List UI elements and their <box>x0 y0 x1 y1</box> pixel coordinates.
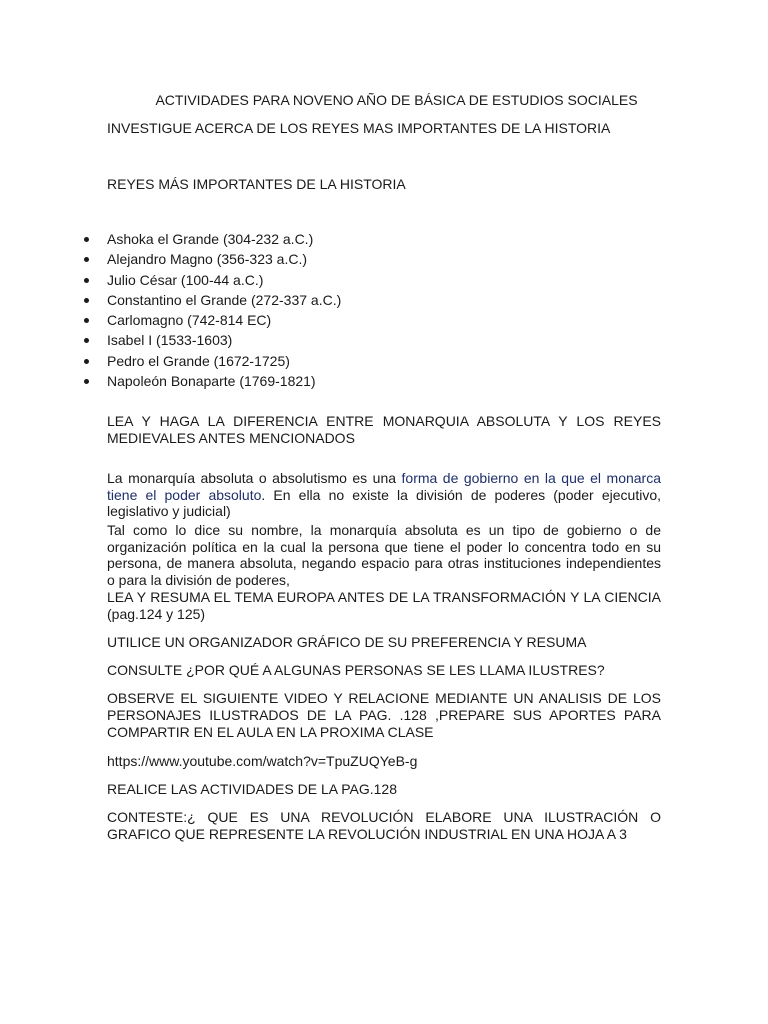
instruction-investigate-kings: INVESTIGUE ACERCA DE LOS REYES MAS IMPORTANTES DE LA HISTORIA <box>107 120 611 136</box>
section-heading-kings: REYES MÁS IMPORTANTES DE LA HISTORIA <box>107 176 406 192</box>
bullet-icon <box>84 338 89 343</box>
list-item <box>80 272 341 292</box>
list-item <box>80 292 341 312</box>
paragraph-highlight: forma de gobierno en la que el monarca tiene el poder absoluto <box>107 470 661 503</box>
king-label: Alejandro Magno (356-323 a.C.) <box>107 251 308 268</box>
king-label: Julio César (100-44 a.C.) <box>107 271 264 288</box>
instruction-graphic-organizer: UTILICE UN ORGANIZADOR GRÁFICO DE SU PREFERENCIA Y RESUMA <box>107 634 587 650</box>
list-item <box>80 312 341 332</box>
paragraph-absolute-monarchy-definition: Tal como lo dice su nombre, la monarquía absoluta es un tipo de gobierno o de organización política en la cual la persona que tiene el poder lo concentra todo en su persona, de manera absoluta, negando espacio para otras instituciones independientes o para la división de poderes, <box>107 522 661 588</box>
paragraph-text-start: La monarquía absoluta o absolutismo es una <box>107 470 402 486</box>
king-label: Isabel I (1533-1603) <box>107 332 233 349</box>
bullet-icon <box>84 318 89 323</box>
instruction-watch-video: OBSERVE EL SIGUIENTE VIDEO Y RELACIONE MEDIANTE UN ANALISIS DE LOS PERSONAJES ILUSTRADOS DE LA PAG. .128 ,PREPARE SUS APORTES PARA COMPARTIR EN EL AULA EN LA PROXIMA CLASE <box>107 690 661 740</box>
king-label: Carlomagno (742-814 EC) <box>107 312 272 329</box>
instruction-read-summarize-europe: LEA Y RESUMA EL TEMA EUROPA ANTES DE LA TRANSFORMACIÓN Y LA CIENCIA (pag.124 y 125) <box>107 589 661 622</box>
instruction-industrial-revolution: CONTESTE:¿ QUE ES UNA REVOLUCIÓN ELABORE UNA ILUSTRACIÓN O GRAFICO QUE REPRESENTE LA REVOLUCIÓN INDUSTRIAL EN UNA HOJA A 3 <box>107 809 661 842</box>
bullet-icon <box>84 379 89 384</box>
king-label: Napoleón Bonaparte (1769-1821) <box>107 373 316 390</box>
video-url-link[interactable]: https://www.youtube.com/watch?v=TpuZUQYeB-g <box>107 753 418 769</box>
bullet-icon <box>84 237 89 242</box>
list-item <box>80 332 341 352</box>
bullet-icon <box>84 257 89 262</box>
paragraph-text-end: . En ella no existe la división de poderes (poder ejecutivo, legislativo y judicial) <box>107 486 661 519</box>
list-item <box>80 231 341 251</box>
list-item <box>80 353 341 373</box>
kings-list <box>80 231 341 393</box>
king-label: Pedro el Grande (1672-1725) <box>107 352 290 369</box>
paragraph-absolute-monarchy <box>107 470 661 520</box>
instruction-monarchy-difference: LEA Y HAGA LA DIFERENCIA ENTRE MONARQUIA ABSOLUTA Y LOS REYES MEDIEVALES ANTES MENCIONADOS <box>107 413 661 446</box>
bullet-icon <box>84 298 89 303</box>
king-label: Constantino el Grande (272-337 a.C.) <box>107 291 342 308</box>
bullet-icon <box>84 278 89 283</box>
bullet-icon <box>84 359 89 364</box>
king-label: Ashoka el Grande (304-232 a.C.) <box>107 231 314 247</box>
list-item <box>80 251 341 271</box>
instruction-page-activities: REALICE LAS ACTIVIDADES DE LA PAG.128 <box>107 781 397 797</box>
list-item <box>80 373 341 393</box>
document-title: ACTIVIDADES PARA NOVENO AÑO DE BÁSICA DE ESTUDIOS SOCIALES <box>155 92 638 108</box>
instruction-illustrious-people: CONSULTE ¿POR QUÉ A ALGUNAS PERSONAS SE LES LLAMA ILUSTRES? <box>107 662 605 678</box>
